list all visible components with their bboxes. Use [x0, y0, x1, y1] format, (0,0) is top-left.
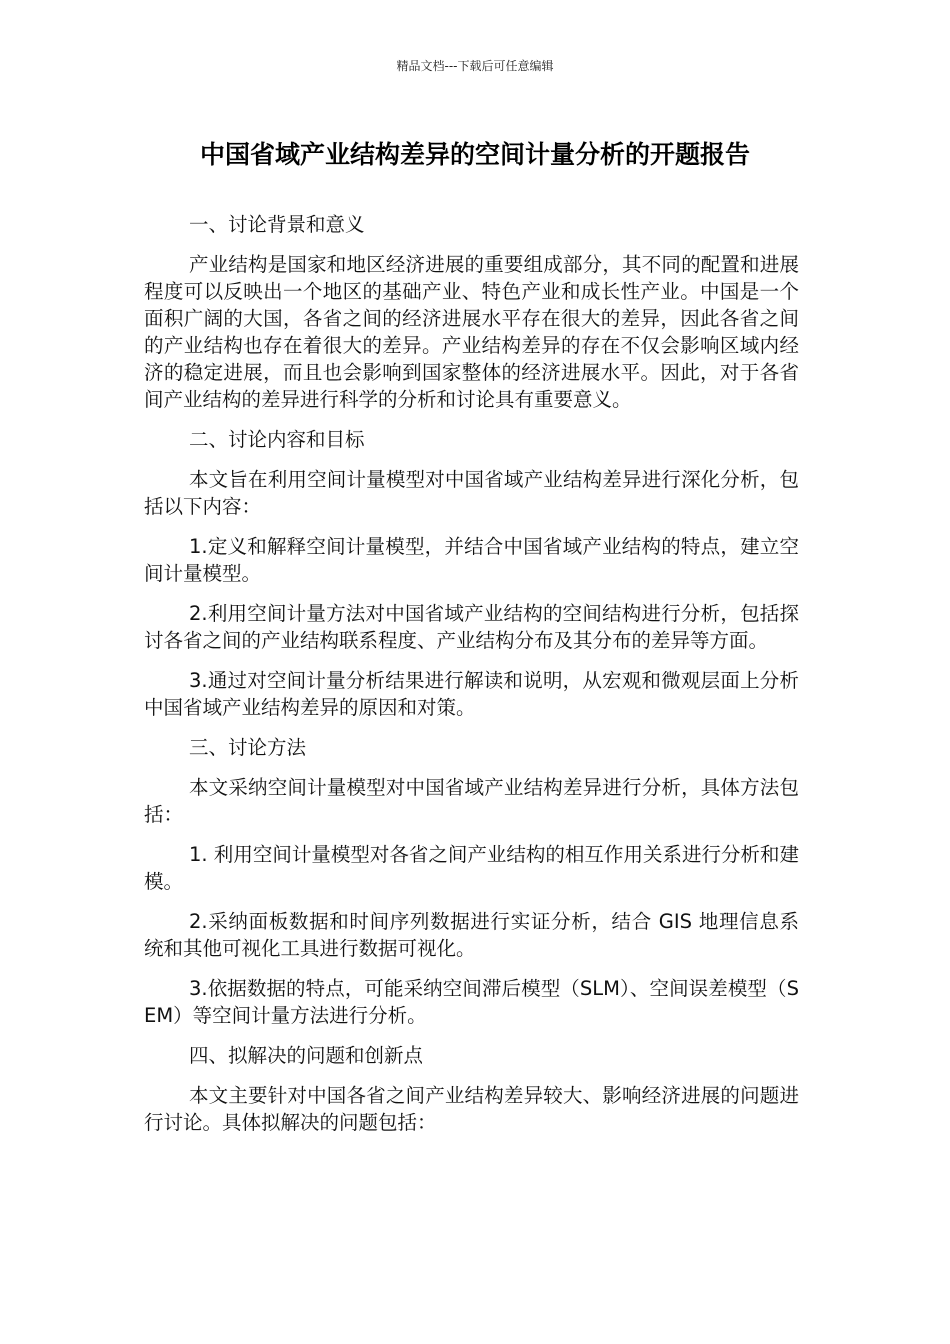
section-heading-problems: 四、拟解决的问题和创新点 — [189, 1044, 424, 1067]
list-item-methods-2: 2.采纳面板数据和时间序列数据进行实证分析，结合 GIS 地理信息系统和其他可视化工具进行数据可视化。 — [144, 910, 799, 960]
list-item-content-1: 1.定义和解释空间计量模型，并结合中国省域产业结构的特点，建立空间计量模型。 — [144, 535, 799, 585]
section-heading-background: 一、讨论背景和意义 — [189, 213, 365, 236]
section-heading-content-goals: 二、讨论内容和目标 — [189, 428, 365, 451]
list-item-methods-3: 3.依据数据的特点，可能采纳空间滞后模型（SLM）、空间误差模型（SEM）等空间计量方法进行分析。 — [144, 977, 799, 1027]
list-item-methods-1: 1. 利用空间计量模型对各省之间产业结构的相互作用关系进行分析和建模。 — [144, 843, 799, 893]
paragraph-content-intro: 本文旨在利用空间计量模型对中国省域产业结构差异进行深化分析，包括以下内容： — [144, 468, 799, 518]
list-item-content-3: 3.通过对空间计量分析结果进行解读和说明，从宏观和微观层面上分析中国省域产业结构差异的原因和对策。 — [144, 669, 799, 719]
section-heading-methods: 三、讨论方法 — [189, 736, 307, 759]
page-header: 精品文档---下载后可任意编辑 — [396, 59, 554, 73]
paragraph-problems-intro: 本文主要针对中国各省之间产业结构差异较大、影响经济进展的问题进行讨论。具体拟解决的问题包括： — [144, 1084, 799, 1134]
paragraph-methods-intro: 本文采纳空间计量模型对中国省域产业结构差异进行分析，具体方法包括： — [144, 776, 799, 826]
document-title: 中国省域产业结构差异的空间计量分析的开题报告 — [199, 140, 750, 169]
document-body — [144, 211, 799, 1149]
list-item-content-2: 2.利用空间计量方法对中国省域产业结构的空间结构进行分析，包括探讨各省之间的产业结构联系程度、产业结构分布及其分布的差异等方面。 — [144, 602, 799, 652]
paragraph-background: 产业结构是国家和地区经济进展的重要组成部分，其不同的配置和进展程度可以反映出一个地区的基础产业、特色产业和成长性产业。中国是一个面积广阔的大国，各省之间的经济进展水平存在很大的差异，因此各省之间的产业结构也存在着很大的差异。产业结构差异的存在不仅会影响区域内经济的稳定进展，而且也会影响到国家整体的经济进展水平。因此，对于各省间产业结构的差异进行科学的分析和讨论具有重要意义。 — [144, 253, 799, 411]
